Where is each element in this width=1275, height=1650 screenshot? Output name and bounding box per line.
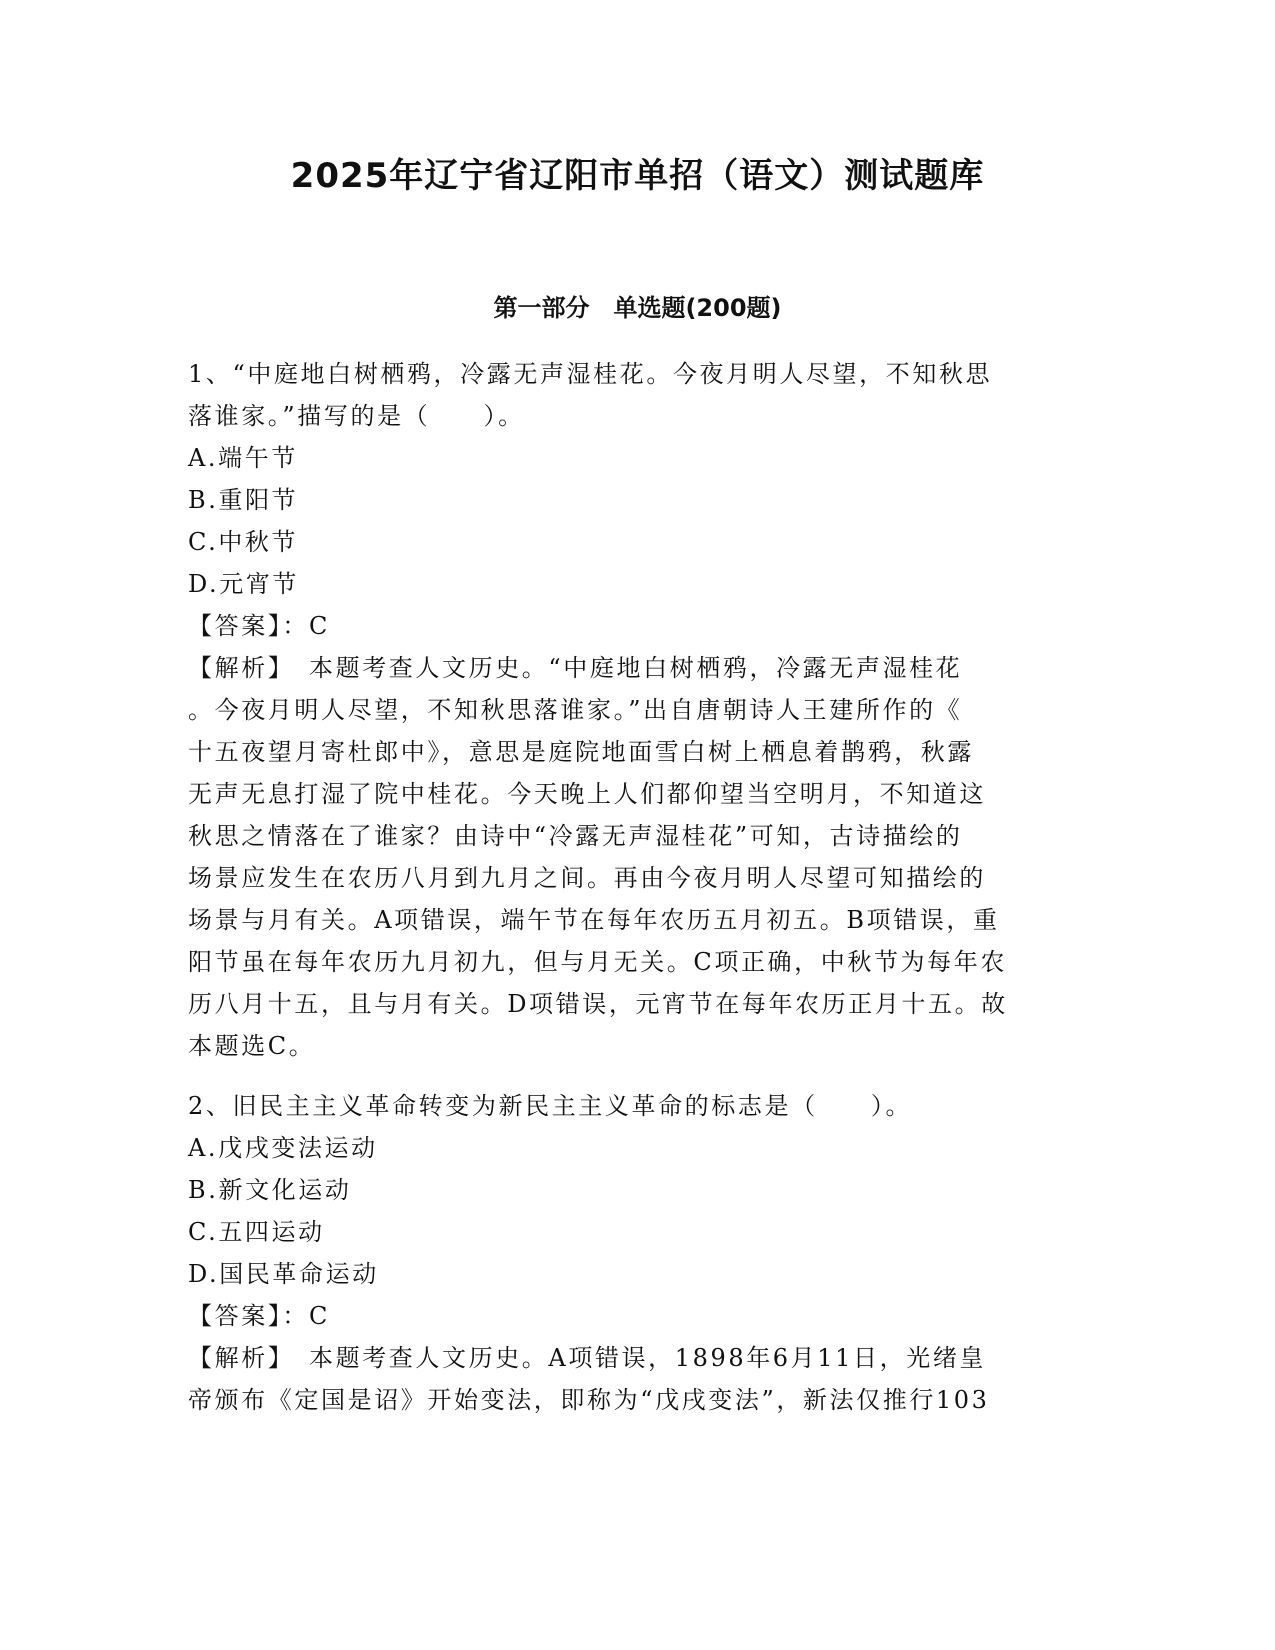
spacer	[188, 1067, 1088, 1085]
option-a: A.戊戌变法运动	[188, 1134, 378, 1162]
answer-line: 【答案】：C	[188, 1302, 330, 1330]
explanation-line: 阳节虽在每年农历九月初九，但与月无关。C项正确，中秋节为每年农	[188, 948, 1007, 976]
explanation-line: 。今夜月明人尽望，不知秋思落谁家。”出自唐朝诗人王建所作的《	[188, 696, 963, 724]
explanation-line: 秋思之情落在了谁家？由诗中“冷露无声湿桂花”可知，古诗描绘的	[188, 822, 963, 850]
option-b: B.新文化运动	[188, 1176, 352, 1204]
question-1	[188, 353, 1088, 1067]
explanation-line: 本题选C。	[188, 1032, 316, 1060]
option-d: D.元宵节	[188, 570, 300, 598]
option-a: A.端午节	[188, 444, 298, 472]
document-body	[188, 353, 1088, 1421]
explanation-line: 帝颁布《定国是诏》开始变法，即称为“戊戌变法”，新法仅推行103	[188, 1386, 990, 1414]
option-d: D.国民革命运动	[188, 1260, 379, 1288]
explanation-line: 十五夜望月寄杜郎中》，意思是庭院地面雪白树上栖息着鹊鸦，秋露	[188, 738, 974, 766]
explanation-line: 场景应发生在农历八月到九月之间。再由今夜月明人尽望可知描绘的	[188, 864, 986, 892]
explanation-line: 无声无息打湿了院中桂花。今天晚上人们都仰望当空明月，不知道这	[188, 780, 986, 808]
explanation-line: 【解析】 本题考查人文历史。A项错误，1898年6月11日，光绪皇	[188, 1344, 987, 1372]
text-line: 2、旧民主主义革命转变为新民主主义革命的标志是（ ）。	[188, 1092, 913, 1120]
answer-line: 【答案】：C	[188, 612, 330, 640]
option-c: C.中秋节	[188, 528, 299, 556]
text-line: 1、“中庭地白树栖鸦，冷露无声湿桂花。今夜月明人尽望，不知秋思	[188, 360, 993, 388]
section-heading: 第一部分 单选题(200题)	[493, 294, 782, 322]
explanation-line: 场景与月有关。A项错误，端午节在每年农历五月初五。B项错误，重	[188, 906, 1000, 934]
explanation-line: 【解析】 本题考查人文历史。“中庭地白树栖鸦，冷露无声湿桂花	[188, 654, 963, 682]
text-line: 落谁家。”描写的是（ ）。	[188, 402, 525, 430]
option-b: B.重阳节	[188, 486, 299, 514]
question-2	[188, 1085, 1088, 1421]
explanation-line: 历八月十五，且与月有关。D项错误，元宵节在每年农历正月十五。故	[188, 990, 1008, 1018]
document-title: 2025年辽宁省辽阳市单招（语文）测试题库	[290, 156, 985, 196]
option-c: C.五四运动	[188, 1218, 325, 1246]
